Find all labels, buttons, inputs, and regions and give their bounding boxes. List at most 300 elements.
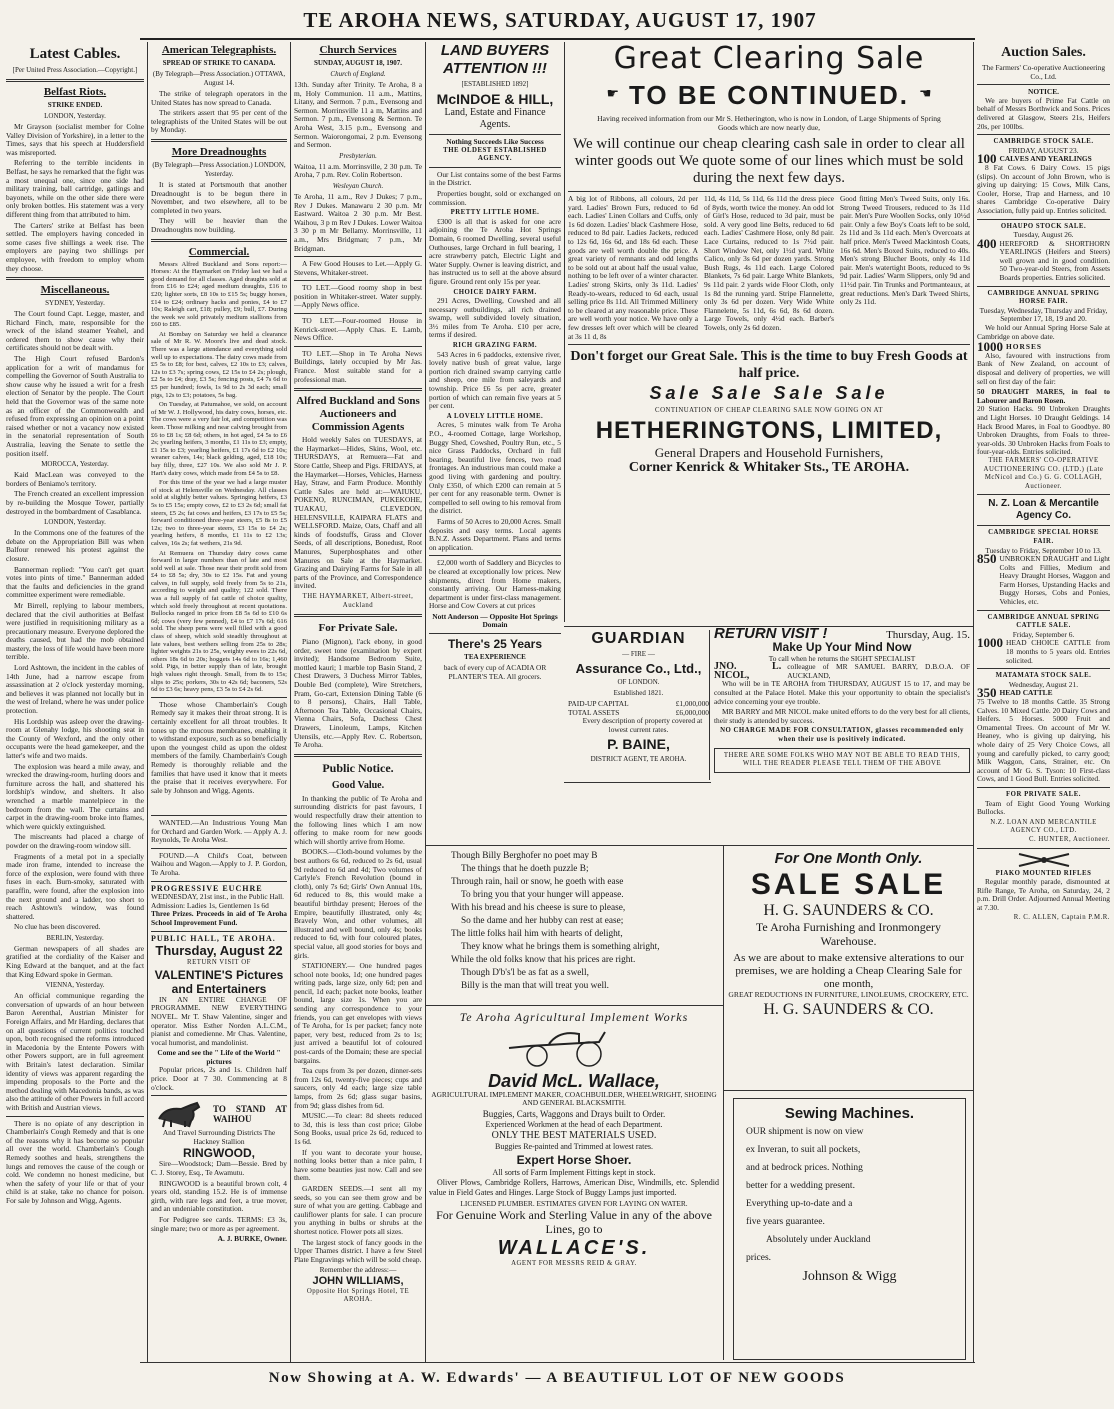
ad-text: Established 1821. [613, 689, 664, 697]
column-small-ads [151, 812, 287, 1360]
divider [977, 787, 1110, 788]
ad-text: GARDEN SEEDS.—I sent all my seeds, so you can see them grow and be sure of what you are getting. Cabbage and cauliflower plants for sale. I can procure you anything in bulbs or shrubs at the shortest notice. Flower pots all sizes. [294, 1183, 422, 1236]
ad-text: The largest stock of fancy goods in the Upper Thames district. I have a few Steel Plate Engravings which will be sold cheap. [294, 1237, 422, 1264]
ad-text: Our List contains some of the best Farms in the District. [429, 169, 561, 188]
ad-headline: Great Clearing Sale [613, 41, 925, 76]
poem-line: With his bread and his cheese is sure to please, [451, 903, 626, 913]
capital-value: £1,000,000 [675, 699, 709, 708]
column-rule [973, 42, 974, 1362]
divider [429, 167, 561, 168]
church-heading: Wesleyan Church. [332, 181, 384, 190]
column-church-notices [294, 42, 422, 1362]
footer-banner: Now Showing at A. W. Edwards' — A BEAUTIFUL LOT OF NEW GOODS [268, 1370, 846, 1386]
sale-date: Friday, September 6. [1012, 629, 1075, 639]
sale-title: OHAUPO STOCK SALE. [1000, 222, 1087, 230]
saunders-sale-ad [727, 850, 970, 1060]
poem-line: Though Billy Berghofer no poet may B [451, 851, 598, 861]
sale-count: 100 [977, 151, 997, 167]
ad-title: PUBLIC HALL, TE AROHA. [151, 933, 276, 943]
ad-address: Nott Anderson — Opposite Hot Springs Domain [432, 611, 558, 630]
article-paragraph: On Tuesday, at Patumahoe, we sold, on account of Mr W. J. Hollywood, his dairy cows, horses, etc. The cows were a very fair lot, and competition was keen. Those milking and near calving brought from £6 to £8 1s; £8 6d; others, in hot aged, £4 5s to £6 2s; yearling heifers, 3 months, £1 11s to £3; empty, £1 15s to £3; yearling heifers, £1 17s 6d to £2 10s; weaner calves, 14s; black gelding, aged, £18 10s; bay filly, three, £27 10s. We also sold Mr J. P. Hart's dairy cows, which made from £4 5s to £8. [151, 401, 287, 477]
crossed-rifles-icon [1014, 852, 1074, 868]
ad-text: For Genuine Work and Sterling Value in any of the above Lines, go to [436, 1208, 712, 1237]
article-paragraph: The explosion was heard a mile away, and wrecked the drawing-room, hurling doors and furniture across the hall, and shattered his lordship's window, and shelters. It also wrenched a marble mantelpiece in the bedroom from the wall. The curtains and carpet in the drawing-room broke into flames, which were quickly extinguished. [6, 761, 144, 831]
dateline: (By Telegraph—Press Association.) LONDON, Yesterday. [152, 160, 286, 178]
assets-label: TOTAL ASSETS [568, 707, 620, 717]
wallace-implement-works-ad [429, 1010, 719, 1360]
ad-text: back of every cup of ACADIA OR PLANTER'S TEA. All grocers. [443, 663, 547, 681]
column-rule [290, 42, 291, 1362]
divider [977, 494, 1110, 495]
poem-line: To bring you that your hunger will appease. [461, 890, 624, 900]
ad-text: Everything up-to-date and a [746, 1199, 853, 1209]
divider [294, 280, 422, 281]
ad-text: RINGWOOD is a beautiful brown colt, 4 years old, standing 15.2. He is of immense girth, with rare legs and feet, a true mover, and an undeniable constitution. [151, 1178, 287, 1214]
sale-count: 400 [977, 235, 997, 251]
listing-title: A LOVELY LITTLE HOME. [446, 412, 544, 420]
divider [151, 815, 287, 816]
ad-title: TO STAND AT WAIHOU [213, 1104, 287, 1125]
ad-date: Thursday, Aug. 15. [886, 629, 970, 641]
ad-text: Remember the address:— [319, 1265, 397, 1275]
ad-text: better for a wedding present. [746, 1181, 855, 1191]
church-heading: Presbyterian. [339, 151, 377, 160]
sale-date: Tuesday to Friday, September 10 to 13. [985, 545, 1102, 555]
buggy-illustration-icon [429, 1024, 719, 1068]
divider [6, 1116, 144, 1117]
sale-title: FOR PRIVATE SALE. [1006, 790, 1081, 798]
ad-text: five years guarantee. [746, 1217, 825, 1227]
ad-text: Who will be in TE AROHA from THURSDAY, AUGUST 15 to 17, and may be consulted at the Palace Hotel. Make this your opportunity to obtain the specialist's advice concerning your eye trouble. [714, 679, 970, 706]
ad-text: IN AN ENTIRE CHANGE OF PROGRAMME. NEW EVERYTHING NOVEL. Mr T. Shaw Valentine, singer and operator. Miss Esther Norden A.L.C.M., pianist and comedienne. Mr Chas. Valentine, vocal humorist, and mandolinist. [151, 994, 287, 1047]
divider [151, 931, 287, 932]
agent-name: P. BAINE, [607, 736, 670, 753]
berghofer-poem [429, 850, 719, 1000]
ad-text: TEA EXPERIENCE [464, 653, 526, 662]
ad-text: Oliver Plows, Cambridge Rollers, Harrows, American Disc, Windmills, etc. Splendid value in Field Gates and Hinges. Large Stock of Buggy Lamps just imported. [429, 1177, 719, 1197]
ad-text: Come and see the " Life of the World " pictures [157, 1048, 281, 1066]
ad-address: Opposite Hot Springs Hotel, TE AROHA. [306, 1287, 410, 1304]
dateline: BERLIN, Yesterday. [46, 933, 104, 942]
ad-signature: THE FARMERS' CO-OPERATIVE AUCTIONEERING CO. (LTD.) (Late McNicol and Co.) G. G. COLLAGH, Auctioneer. [983, 456, 1104, 490]
ad-headline: LAND BUYERS ATTENTION !!! [440, 42, 550, 77]
article-paragraph: Lord Ashtown, the incident in the cables of 14th June, had a narrow escape from assassination at 2 o'clock yesterday morning, and believes it was planned not locally but in the west of Ireland, where he was under police protection. [6, 663, 144, 716]
article-paragraph: Referring to the terrible incidents in Belfast, he says he remarked that the fight was a most unequal one, since one side had military training, ball cartridge, gatlings and bayonets, while on the other side there were only broken bottles. His statement was a very different thing from that attributed to him. [6, 158, 144, 219]
ad-subheadline: Make Up Your Mind Now [772, 639, 912, 654]
dateline: LONDON, Yesterday. [44, 518, 106, 527]
sale-title: CAMBRIDGE ANNUAL SPRING HORSE FAIR. [987, 289, 1100, 306]
classified-ad: WANTED.—An Industrious Young Man for Orchard and Garden Work. — Apply A. J. Reynolds, Te Aroha West. [151, 818, 287, 845]
divider [151, 697, 287, 698]
divider [151, 848, 287, 849]
ad-subheadline: Expert Horse Shoer. [516, 1152, 632, 1167]
company-name: David McL. Wallace, [488, 1070, 660, 1091]
column-cables [6, 42, 144, 1362]
ad-text: In thanking the public of Te Aroha and surrounding districts for past favours, I would respectfully draw their attention to the following lines which I am now offering to make room for new goods which will shortly arrive from Home. [294, 793, 422, 846]
listing-text: Farms of 50 Acres to 20,000 Acres. Small deposits and easy terms. Local agents B.N.Z. Assets Department. Plans and terms on application. [429, 516, 561, 552]
company-desc: General Drapers and Household Furnishers, [654, 445, 884, 461]
sale-text: 50 DRAUGHT MARES, in foal to Labourer and Baron Rosen. [977, 387, 1110, 405]
sewing-machines-ad [733, 1098, 966, 1360]
ad-headline: Te Aroha Agricultural Implement Works [459, 1010, 689, 1024]
advertisement-text: Those whose Chamberlain's Cough Remedy say it makes their throat strong. It is certainly excellent for all throat troubles. It tones up the mucous membranes, enabling it to withstand exposure, such as so beneficially upon the youngest child as upon the oldest members of the family. Chamberlain's Cough Remedy is thoroughly reliable and the families that have used it know that it meets the praise that it receives everywhere. For sale by Johnson and Wigg, Agents. [151, 699, 287, 795]
article-paragraph: Messrs Alfred Buckland and Sons report:—Horses: At the Haymarket on Friday last we had a good demand for all classes. Aged draughts sold at from £16 to £24; aged medium draughts, £16 to £20; lighter sorts, £8 10s to £15 5s; buggy horses, £14 to £24; ordinary hacks and ponies, £4 to £7 10s; Raleigh cart, £18; pulley, £9; bull, £7. During the week we sold privately medium stallions from £60 to £85. [151, 260, 287, 329]
ad-signature: Johnson & Wigg [802, 1269, 897, 1284]
pointing-hand-icon: ☛ [606, 86, 619, 102]
company-desc: Te Aroha Furnishing and Ironmongery Warehouse. [755, 920, 942, 948]
sale-count: 1000 [977, 635, 1003, 651]
classified-ad: FOUND.—A Child's Coat, between Waihou and Wagon.—Apply to J. P. Gordon, Te Aroha. [151, 850, 287, 877]
divider [564, 782, 711, 783]
article-paragraph: The Carters' strike at Belfast has been settled. The employers having conceded in some cases five shillings a week rise. The employers are paying two shillings per employee, with freedom to employ whom they choose. [6, 220, 144, 273]
poem-line: The things that he doeth puzzle B; [461, 864, 589, 874]
ad-text: prices. [746, 1253, 772, 1263]
notice-text: We are buyers of Prime Fat Cattle on behalf of Messrs Borthwick and Sons. Prices delivered at Glasgow, Steers 21s, Heifers 20s, per 100lbs. [977, 95, 1110, 131]
article-paragraph: Bannerman replied: "You can't get quart votes into pints of time." Bannerman added that the faults and deficiencies in the grand committee experiment were remediable. [6, 564, 144, 600]
sale-text: Also, favoured with instructions from Bank of New Zealand, on account of disposal and delivery of properties, we will sell on first day of the fair: [977, 350, 1110, 386]
ad-text: Tea cups from 3s per dozen, dinner-sets from 12s 6d, twenty-five pieces; cups and saucers, only 4d each; large size table lamps, from 2s 6d; glass sugar basins, from 9d; glass dishes from 6d. [294, 1066, 422, 1110]
ad-subheadline: Good Value. [331, 779, 385, 791]
divider [294, 256, 422, 257]
ad-text: [ESTABLISHED 1892] [461, 80, 529, 88]
ad-text: STATIONERY.— One hundred pages school note books, 1d; one hundred pages writing pads, large size, only 6d; pen and pencil, 1d each; packet note books, leather bound, large size 1s. When you are sending any correspondence to your friends, you can get envelopes with views of Te Aroha, for 1s per packet; fancy note paper, very best, reduced from 2s to 1s; just arrived a beautiful lot of coloured post-cards of the Domain; these are special bargains. [294, 961, 422, 1065]
poem-line: Through rain, hail or snow, he goeth with ease [451, 877, 624, 887]
divider [429, 134, 561, 135]
ad-text: and at bedrock prices. Nothing [746, 1163, 863, 1173]
sale-heading: HORSES [1006, 342, 1042, 352]
divider [294, 614, 422, 617]
ad-lead: We will continue our cheap clearing cash sale in order to clear all winter goods out We quote some of our lines which must be sold during the next few days. [573, 136, 965, 186]
price-list: 11d, 4s 11d, 5s 11d, 6s 11d the dress piece of 8yds, worth twice the money. An odd lot of Girl's Hose, reduced to 3d pair, must be sold. A very good line Belts, reduced to 6d each. Ladies' Cashmere Hose, only 8d pair. Lace Curtains, reduced to 1s 7½d pair. Short Window Net, only 1½d yard. White Calico, only 3s 6d per dozen yards. Strong Bush Rugs, 4s 11d each. Large Colored Blankets, 7s 6d pair. Large White Blankets, 9s 11d pair. 2 yards wide Floor Cloth, only 1s 8d the running yard. Stripe Flannelette, only 3s 6d per dozen. Very Wide White Flannelette, 5s 11d, 6s 6d, 8s 6d dozen. Large Towels, only 4½d each. Barber's Towels, only 2s 6d dozen. [704, 194, 834, 332]
divider [977, 848, 1110, 849]
article-paragraph: They will be heavier than the Dreadnoughts now building. [151, 216, 287, 234]
divider [977, 286, 1110, 287]
ad-headline: Sewing Machines. [784, 1105, 915, 1122]
ad-text: colleague of MR SAMUEL BARRY, D.B.O.A. OF AUCKLAND, [787, 662, 970, 680]
article-paragraph: In the Commons one of the features of the debate on the Appropriation Bill was when Balfour renewed his protest against the closure. [6, 528, 144, 563]
sale-text: Regular monthly parade, dismounted at Rifle Range, Te Aroha, on Saturday, 24, 2 p.m. Drill Order. Adjourned Annual Meeting at 7.30. [977, 877, 1110, 912]
column-land-agents [429, 42, 561, 681]
ad-signature: A. J. BURKE, Owner. [217, 1234, 287, 1244]
sale-text: 20 Station Hacks. 90 Unbroken Draughts and Light Horses. 10 Draught Geldings. 14 Hack Brood Mares, in Foal to Goodbye. 80 Unbroken Draughts, from Foals to three-year-olds. 30 Unbroken Hacks from Foals to four-year-olds. Entries solicited. [977, 404, 1110, 457]
column-rule [147, 42, 148, 1362]
agent-role: DISTRICT AGENT, TE AROHA. [590, 755, 687, 764]
ad-text: LICENSED PLUMBER. ESTIMATES GIVEN FOR LAYING ON WATER. [460, 1198, 688, 1208]
ad-text: ONLY THE BEST MATERIALS USED. [491, 1129, 657, 1141]
sale-title: PIAKO MOUNTED RIFLES [995, 869, 1092, 877]
article-paragraph: At Remuera on Thursday dairy cows came forward in larger numbers than of late and most sold well at sale. Those near their profit sold from £4 to £8 5s; dry, 30s to £2 15s. Fat and young calves, in full supply, sold freely from 5s to 21s, according to weight and quality; 122 sold. There was a full supply of fat cattle of choice quality, which sold freely throughout at recent quotations. Bullocks ranged in price from £8 5s 6d to £10 6s 6d; cows (very few penned), £4 to £7 17s 6d; 616 sold. The sheep pens were well filled with a good class of sheep, which sold steadily throughout at late values, best wethers selling from 25s to 28s; lighter weights 21s to 25s, weighty ewes to 22s 6d, others 18s 6d to 20s; hoggets 14s 6d to 16s; 1,460 sold. Pigs, in better supply than of late, brought high values right through. Small, from 8s to 15s; slips to 25s; porkers, 30s to 42s 6d; baconers, 52s 6d to £3 6s; heavy pens, £3 5s to £4 2s 6d. [151, 549, 287, 694]
ad-text: Hold weekly Sales on TUESDAYS, at the Haymarket—Hides, Skins, Wool, etc. THURSDAYS, at Remuera—Fat and Store Cattle, Sheep and Pigs. FRIDAYS, at the Haymarket—Horses, Vehicles, Harness Hay, Straw, and Farm Produce. Monthly Cattle Sales are held at:—WAIUKU, POKENO, RUNCIMAN, PUKEKOHE, TUAKAU, CLEVEDON, HELENSVILLE, KAIPARA FLATS and WELLSFORD. Maize, Oats, Chaff and all kinds of foodstuffs, Grass and Clover Seeds, of all descriptions, Bonedust, Root Manures, Superphosphates and other Manures on Sale at the Haymarket. Grazing and Dairying Farms for Sale in all parts of the Province, and Correspondence invited. [294, 435, 422, 591]
company-name: HETHERINGTONS, LIMITED, [595, 417, 943, 445]
sale-title: CAMBRIDGE STOCK SALE. [993, 138, 1094, 146]
ad-date: Thursday, August 22 [155, 943, 283, 959]
ad-headline: McINDOE & HILL, [436, 91, 554, 107]
article-paragraph: His Lordship was asleep over the drawing-room at Glenahy lodge, his shooting seat in the County of Wexford, and the only other occupants were the head gamekeeper, and the latter's wife and two maids. [6, 716, 144, 760]
poem-line: While the old folks know that his prices are right. [451, 955, 636, 965]
article-title: Commercial. [188, 245, 250, 258]
divider [977, 84, 1110, 85]
poem-line: Billy is the man that will treat you well. [461, 981, 609, 991]
article-title: More Dreadnoughts [171, 145, 267, 158]
sale-text: 8 Fat Cows. 6 Dairy Cows. 15 pigs (slips). On account of John Brown, who is giving up dairying: 15 Cows, Milk Cans, Cooler, Horse, Trap and Harness, and 10 shares Cambridge Co-operative Dairy Association, fully paid up. Entries solicited. [977, 162, 1110, 215]
ad-headline: There's 25 Years [447, 637, 543, 652]
divider [977, 134, 1110, 135]
specialist-name: JNO. L. NICOL, [714, 661, 782, 681]
ad-text: OF LONDON. [617, 678, 660, 686]
ad-text: Buggies Re-painted and Trimmed at lowest rates. [495, 1141, 653, 1151]
dateline: LONDON, Yesterday. [44, 112, 106, 120]
divider [294, 754, 422, 757]
article-paragraph: The strikers assert that 95 per cent of the telegraphists of the United States will be out by Monday. [151, 108, 287, 135]
ad-signature: R. C. ALLEN, Captain P.M.R. [1013, 914, 1110, 922]
horse-illustration-icon [151, 1099, 209, 1129]
article-paragraph: An official communique regarding the conversation of upwards of an hour between Baron Aerenthal, Austrian Minister for Foreign Affairs, and Mr Harding, declares that on all questions of current politics touched upon, both recognised the reforms introduced in Macedonia by the Entente Powers with other Powers support, are in full agreement with Britain's latest declaration. Similar identity of views was apparent regarding the impending proposals to the Porte and the method dealing with Macedonia bands, as was also the attitude of other Powers in full accord with British and Austrian views. [6, 991, 144, 1112]
ad-text: Experienced Workmen at the head of each Department. [485, 1119, 663, 1129]
divider [723, 1090, 973, 1091]
article-subtitle: STRIKE ENDED. [47, 101, 103, 109]
ad-text: Three Prizes. Proceeds in aid of Te Aroha School Improvement Fund. [151, 909, 287, 927]
divider [568, 191, 970, 192]
column-auction-sales [977, 42, 1110, 1362]
dateline: (By Telegraph—Press Association.) OTTAWA, August 14. [152, 70, 286, 87]
divider [294, 313, 422, 314]
article-subtitle: SUNDAY, AUGUST 18, 1907. [313, 59, 403, 67]
sale-text: UNBROKEN DRAUGHT and Light Colts and Fillies, Medium and Heavy Draught Horses, Waggon and Farm Horses, Upstanding Hacks and Buggy Horses, Cobs and Ponies, Vehicles, etc. [999, 554, 1110, 607]
article-paragraph: The High Court refused Bardon's application for a writ of mandamus for compelling the Governor of South Australia to show cause why he issued a writ for a fresh election of Senator by the people. The Court held that the Governor was of the same note as an officer of the Commonwealth and refused from expressing an opinion on a point raised whether or not a vacancy now existed in the senatorial representation of South Australia, leaving the Senate to settle the position itself. [6, 354, 144, 458]
divider [151, 139, 287, 142]
ad-text: BOOKS.—Cloth-bound volumes by the best authors 6s 6d, reduced to 2s 6d, usual 9d reduced to 6d and 4d; Two volumes of Carlyle's French Revolution (bound in cloth), only 7s 6d; Girls' Own Annual 10s, 6d reduced to 8s, this would make a beautiful birthday present; Heroes of the Empire, beautifully illustrated, only 4s; Bravely Won, and other volumes, all illustrated and well bound, only 4s; books reduced to 6d, with four coloured plates, special value, all good stories for boys and girls. [294, 847, 422, 960]
sale-date: FRIDAY, AUGUST 23. [1008, 145, 1079, 155]
article-title: American Telegraphists. [161, 44, 277, 56]
sale-text: 75 Twelve to 18 months Cattle. 35 Strong Calves. 10 Mixed Cattle. 20 Dairy Cows and Heifers. 5 Horses. 5000 Fruit and Ornamental Trees. On account of Mr W. Heaney, who is giving up dairying, his whole dairy of 25 Very Choice Cows, all young and carefully picked, to carry good; Milk Waggon, Cans, Strainer, etc. On account of Mr G. S. Tyson: 10 First-class Cows, and 1 Good Bull. Entries solicited. [977, 697, 1110, 784]
ad-text: WEDNESDAY, 21st inst., in the Public Hall. [151, 892, 285, 902]
column-rule [564, 42, 565, 622]
divider [568, 344, 970, 345]
article-paragraph: The miscreants had placed a charge of powder on the drawing-room window sill. [6, 832, 144, 850]
notice-box: THERE ARE SOME FOLKS WHO MAY NOT BE ABLE TO READ THIS, WILL THE READER PLEASE TELL THEM OF THE ABOVE [714, 748, 970, 773]
divider [151, 1095, 287, 1096]
classified-ad: TO LET.—Shop in Te Aroha News Buildings, lately occupied by Mr Jas. France. Most suitable stand for a professional man. [294, 348, 422, 384]
listing-title: PRETTY LITTLE HOME. [450, 209, 540, 217]
ad-text: £2,000 worth of Saddlery and Bicycles to be cleared at exceptionally low prices. New shipments, direct from Home makers, constantly arriving. Our Harness-making department is under first-class management. Horse and Cow Covers at cut prices [429, 558, 561, 611]
ad-text: MR BARRY and MR NICOL make united efforts to do the very best for all clients, their study is attended by success. [714, 707, 970, 725]
article-paragraph: It is stated at Portsmouth that another Dreadnought is to be begun there in November, and two elsewhere, all to be completed in two years. [151, 179, 287, 215]
ad-text: ex Inveran, to suit all pockets, [746, 1145, 861, 1155]
bottom-rule [140, 1362, 975, 1363]
ad-signature: JOHN WILLIAMS, [312, 1274, 404, 1287]
divider [151, 881, 287, 882]
ad-text: MUSIC.—To clear: 8d sheets reduced to 3d, this is less than cost price; Globe Song Books, usual price 2s 6d, reduced to 1s 6d. [294, 1111, 422, 1146]
section-header: Latest Cables. [29, 46, 121, 62]
divider [429, 555, 561, 556]
divider [977, 668, 1110, 669]
classified-ad: TO LET.—Good roomy shop in best position in Whitaker-street. Water supply.—Apply News office. [294, 283, 422, 310]
ad-text: Buggies, Carts, Waggons and Drays built to Order. [482, 1108, 666, 1119]
ad-text: Popular prices, 2s and 1s. Children half price. Door at 7 30. Commencing at 8 o'clock. [151, 1065, 287, 1092]
ad-text: Every description of property covered at lowest current rates. [582, 716, 703, 734]
ad-headline: RINGWOOD, [183, 1146, 255, 1161]
ad-text: Nothing Succeeds Like Success [446, 137, 544, 146]
divider [294, 388, 422, 391]
ad-text: CONTINUATION OF CHEAP CLEARING SALE NOW GOING ON AT [655, 407, 883, 415]
ad-banner: SALE SALE [750, 868, 947, 901]
column-rule [723, 845, 724, 1360]
divider [6, 277, 144, 280]
sale-text: HEREFORD & SHORTHORN YEARLINGS (Heifers and Steers) well grown and in good condition. 50 Two-year-old Steers, from Assets Boards properties. Entries solicited. [999, 238, 1110, 283]
listing-title: CHOICE DAIRY FARM. [453, 288, 537, 296]
article-paragraph: Mr Grayson (socialist member for Colne Valley Division of Yorkshire), in a letter to the Times, says that his speech at Huddersfield was misreported. [6, 122, 144, 157]
ad-text: THE OLDEST ESTABLISHED AGENCY. [443, 146, 547, 163]
listing-text: 543 Acres in 6 paddocks, extensive river, lovely native bush of great value, large portion rich drained swamp carrying cattle and sheep, one mile from saleyards and township. Price £6 5s per acre, greater portion of which can remain five years at 5 per cent. [429, 349, 561, 411]
article-paragraph: The strike of telegraph operators in the United States has now spread to Canada. [151, 89, 287, 107]
article-paragraph: No clue has been discovered. [14, 922, 101, 932]
ad-text: Admission: Ladies 1s, Gentlemen 1s 6d [151, 900, 269, 910]
ad-text: RETURN VISIT OF [187, 959, 251, 967]
notice-title: NOTICE. [1027, 87, 1059, 97]
listing-text: £300 is all that is asked for one acre adjoining the Te Aroha Hot Springs Domain, 6 roomed Dwelling, several useful Outhouses, large Orchard in full bearing, 1 acre strawberry patch, Electric Light and Water Supply. Owner is leaving district, and has instructed us to sell at the above absurd figure. Ground rent only 15s per year. [429, 216, 561, 286]
church-text: Te Aroha, 11 a.m., Rev J Dukes; 7 p.m., Rev J Dukes. Manawaru 2 30 p.m. Mr Eastward. Waitoa 2 30 p.m. Mr Best. Waihou, 3 p m Rev J Dukes. Lower Waitoa 3 30 p m Mr Bellamy. Morrinsville, 11 a.m., Mrs Bridgman; 7 p.m., Mr Bridgman. [294, 191, 422, 253]
ad-text: Properties bought, sold or exchanged on commission. [429, 188, 561, 207]
divider [294, 346, 422, 347]
ad-text: — FIRE — [622, 650, 655, 658]
ad-signature: C. HUNTER, Auctioneer. [1028, 835, 1110, 843]
poem-line: Though D'b's'l be as fat as a swell, [461, 968, 589, 978]
masthead-rule [140, 38, 975, 40]
ad-subheadline: TO BE CONTINUED. [629, 80, 909, 110]
ad-lead: Don't forget our Great Sale. This is the time to buy Fresh Goods at half price. [570, 349, 968, 382]
sale-title: CAMBRIDGE SPECIAL HORSE FAIR. [988, 529, 1099, 545]
auctioneer-name: N. Z. Loan & Mercantile Agency Co. [988, 498, 1099, 522]
article-title: Belfast Riots. [43, 86, 107, 98]
sale-title: CAMBRIDGE ANNUAL SPRING CATTLE SALE. [987, 613, 1100, 630]
church-heading: Church of England. [330, 70, 386, 78]
ad-text: Sire—Woodstock; Dam—Bessie. Bred by C. J. Storey, Esq., Te Awamutu. [151, 1159, 287, 1178]
church-text: 13th. Sunday after Trinity. Te Aroha, 8 a m, Holy Communion. 11 a.m., Mattins, Litany, and Sermon. 7 p.m., Evensong and Sermon. Morrinsville 11 a m, Mattins and Sermon. 7 p.m., Evensong & Sermon. Te Aroha West, 3.15 p.m., Evensong and Sermon. Waiorongomai, 2 p.m. Evensong and Sermon. [294, 80, 422, 150]
ad-title: PROGRESSIVE EUCHRE [151, 883, 263, 893]
dateline: MOROCCA, Yesterday. [41, 460, 109, 469]
article-title: Miscellaneous. [40, 284, 110, 297]
article-paragraph: The French created an excellent impression by re-building the Mosque Tower, partially destroyed in the bombardment of Casablanca. [6, 489, 144, 516]
sale-text: HEAD CHOICE CATTLE from 18 months to 5 years old. Entries solicited. [1006, 638, 1110, 665]
sale-heading: CALVES AND YEARLINGS [999, 154, 1092, 164]
column-rule [425, 42, 426, 1362]
article-subtitle: SPREAD OF STRIKE TO CANADA. [162, 59, 276, 67]
article-paragraph: The Court found Capt. Legge, master, and Richard Finch, mate, responsible for the wreck of the island steamer Yeahel, and ordered them to show cause why their certificates should not be dealt with. [6, 309, 144, 353]
listing-text: Acres, 5 minutes walk from Te Aroha P.O., 4-roomed Cottage, large Workshop, Buggy Shed, Cowshed, Poultry Run, etc., 5 nice Grass Paddocks, Orchard in full bearing, beautiful live fences, two road frontages. An industrious man could make a good living with gardening and poultry. Only £350, of which £200 can remain at 5 per cent for any reasonable term. Owner is compelled to sell owing to his removal from the district. [429, 420, 561, 516]
divider [429, 633, 561, 634]
ad-text: And Travel Surrounding Districts The Hackney Stallion [162, 1128, 276, 1146]
clearing-sale-ad [568, 42, 970, 597]
company-name: GUARDIAN [591, 630, 686, 647]
copyright-note: [Per United Press Association.—Copyright.] [12, 66, 138, 74]
article-paragraph: For this time of the year we had a large muster of stock at Helensville on Wednesday. All classes sold at slightly better values. Springing heifers, £3 5s to £5 15s; empty cows, £2 to £3 2s 6d; small fat steers, £5 2s; fat cows and heifers, £3 17s to £5 5s; forward conditioned three-year steers, £5 8s to £5 12s; two to three-year steers, £3 15s to £4 2s; yearling heifers, 8 months, £1 11s to £2 13s; calves, 16s 2s; fat wethers, 21s 9d. [151, 479, 287, 547]
price-list: A big lot of Ribbons, all colours, 2d per yard. Ladies' Brown Furs, reduced to 6d each. Ladies' Linen Collars and Cuffs, only 1s 6d dozen. Ladies' black Cashmere Hose, reduced to 8d pair. Ladies Jackets, reduced to 12s 6d, 16s 6d, and 18s 6d each. These goods are well worth double the price. A great variety of remnants and odd lengths to be sold out at about half the usual value, nothing to be left over of a winter character. Ladies' strong Skirts, only 3s 11d. Ladies' Ready-to-wears, reduced to 6d each, usual selling price 8s 11d. All Trimmed Millinery to be cleared at any reasonable price. These are well worth your notice. We have only a few dresses left over which will be cleared at 3s 11 d, 8s [568, 194, 698, 341]
poem-line: They know what he brings them is something alright, [461, 942, 660, 952]
sale-title: MATAMATA STOCK SALE. [995, 672, 1092, 680]
church-text: Waitoa, 11 a.m. Morrinsville, 2 30 p.m. Te Aroha, 7 p.m. Rev. Colin Robertson. [294, 161, 422, 180]
company-name: H. G. SAUNDERS & CO. [763, 1000, 934, 1018]
article-title: Church Services [319, 44, 397, 56]
ad-text: AGRICULTURAL IMPLEMENT MAKER, COACHBUILDER, WHEELWRIGHT, SHOEING AND GENERAL BLACKSMITH. [431, 1089, 717, 1108]
divider [977, 610, 1110, 611]
classified-ad: TO LET.—Four-roomed House in Kenrick-street.—Apply Chas. E. Lamb, News Office. [294, 316, 422, 343]
poem-line: The little folks hail him with hearts of delight, [451, 929, 623, 939]
ad-text: If you want to decorate your house, nothing looks better than a nice palm, I have some beauties just now. Call and see them. [294, 1147, 422, 1183]
listing-text: 291 Acres, Dwelling, Cowshed and all necessary outbuildings, all rich drained swamp, well subdivided lovely situation, 3½ miles from Te Aroha. £10 per acre, terms if desired. [429, 296, 561, 340]
ad-headline: RETURN VISIT ! [714, 625, 828, 642]
divider [425, 1005, 723, 1006]
company-address: Corner Kenrick & Whitaker Sts., TE AROHA. [628, 460, 910, 476]
sale-count: 1000 [977, 339, 1003, 355]
ad-text: Absolutely under Auckland [766, 1235, 871, 1245]
sale-count: 350 [977, 685, 997, 701]
price-list: Good fitting Men's Tweed Suits, only 16s. Strong Tweed Trousers, reduced to 3s 11d pair. Men's Pure Woollen Socks, only 10½d pair. Only a few Boy's Coats left to be sold, 2s 11d and 3s 11d each. Men's Overcoats at half price. Men's Tweed Mackintosh Coats, 16s 6d. Men's Boxed Suits, reduced to 40s. Men's strong Blucher Boots, only 4s 11d pair. Men's watertight Boots, reduced to 9s 9d pair. Ladies' Warm Slippers, only 9d and 11½d pair. Tin Trunks and Portmanteaux, at great reductions. Men's Dark Tweed Shirts, only 2s 11d. [840, 194, 970, 307]
ad-text: Having received information from our Mr S. Hetherington, who is now in London, of Large Shipments of Spring Goods which are now nearly due, [597, 114, 941, 132]
article-paragraph: Kaid MacLean was conveyed to the borders of Beniamo's territory. [6, 470, 144, 488]
auctioneer-name: The Farmers' Co-operative Auctioneering Co., Ltd. [981, 63, 1106, 81]
guardian-insurance-ad [568, 630, 710, 780]
divider [977, 219, 1110, 220]
sale-text: Team of Eight Good Young Working Bullocks. [977, 798, 1110, 817]
company-name: H. G. SAUNDERS & CO. [763, 902, 934, 919]
article-paragraph: German newspapers of all shades are gratified at the cordiality of the Kaiser and King Edward at the banquet, and at the fact that King Edward spoke in German. [6, 943, 144, 979]
company-name: WALLACE'S. [497, 1237, 651, 1260]
ad-text: For Pedigree see cards. TERMS: £3 3s, single mare; two or more as per agreement. [151, 1215, 287, 1233]
article-paragraph: At Bombay on Saturday we held a clearance sale of Mr R. W. Moore's live and dead stock. There was a large attendance and everything sold well up to expectations. The dairy cows made from £5 5s to £8; for best, calves, £2 10s to £3; calves, 12s to £3 7s; spring cows, £2 15s to £4 2s; plough, £2 5s to £4; dray, £3 5s; fencing posts, £4 7s 6d to £5 per hundred; fowls, 1s 9d to 2s 3d each; small pigs, 12s to £3; potatoes, 5s bag. [151, 330, 287, 399]
sale-count: 850 [977, 551, 997, 567]
sale-text: We hold our Annual Spring Horse Sale at Cambridge on above date. [977, 323, 1110, 341]
classified-ad: A Few Good Houses to Let.—Apply G. Stevens, Whitaker-street. [294, 259, 422, 277]
listing-title: RICH GRAZING FARM. [452, 342, 538, 350]
divider [151, 239, 287, 242]
ad-headline: Public Notice. [322, 760, 394, 775]
ad-text: NO CHARGE MADE FOR CONSULTATION, glasses recommended only when their use is positively indicated. [720, 727, 964, 743]
sale-date: Tuesday, Wednesday, Thursday and Friday, September 17, 18, 19 and 20. [979, 305, 1108, 324]
sale-date: Tuesday, August 26. [1013, 230, 1074, 240]
sale-date: Wednesday, August 21. [1008, 679, 1079, 689]
divider [977, 525, 1110, 526]
divider [425, 845, 973, 846]
ad-text: As we are about to make extensive alterations to our premises, we are holding a Cheap Clearing Sale for one month, [733, 952, 964, 990]
ad-text: Piano (Mignon), l'ack ebony, in good order, sweet tone (examination by expert invited); Handsome Bedroom Suite, mottled kauri; 1 marble top Basin Stand, 2 Chest Drawers, 3 Duchess Mirror Tables, Double Bed (complete), Wire Stretchers, Pram, Go-cart, Extension Dining Table (6 to 8 persons), Chairs, Hall Table, Afternoon Tea Table, Occasional Chairs, Vienna Chairs, Sofa, Duchess Chest Drawers, Linoleum, Lamps, Kitchen Utensils, etc.—Apply Rev. C. Robertson, Te Aroha. [294, 637, 422, 750]
ad-banner: Sale Sale Sale Sale [649, 383, 889, 404]
article-paragraph: Mr Birrell, replying to labour members, declared that the civil authorities at Belfast were justified in requisitioning military as a precautionary measure. Everyone deplored the deaths caused, but had the mob obtained mastery, the loss of life would have been more terrible. [6, 600, 144, 662]
masthead-title: TE AROHA NEWS, SATURDAY, AUGUST 17, 1907 [303, 8, 817, 32]
poem-line: So the dame and her hubby can rest at ease; [461, 916, 624, 926]
section-header: Auction Sales. [1001, 45, 1086, 60]
article-paragraph: Fragments of a metal pot in a specially made iron frame, intended to increase the force of the explosion, were found with three fuses in each. Burn-smoky, saturated with paraffin, were found, after the explosion into the next ground and a ladder, too short to reach Ashtown's window, was found shattered. [6, 851, 144, 921]
advertisement-text: There is no opiate of any description in Chamberlain's Cough Remedy and that is one of the reasons why it has become so popular all over the world. Chamberlain's Cough Remedy soothes and heals, strengthens the lungs and removes the cause of the cough or cold. We condemn no honest medicine, but when the safety of your life or that of your child is at stake, take no chance for poison. For sale by Johnson and Wigg, Agents. [6, 1118, 144, 1205]
assets-value: £6,000,000 [675, 707, 709, 717]
dateline: VIENNA, Yesterday. [45, 981, 105, 990]
dateline: SYDNEY, Yesterday. [45, 299, 105, 308]
ad-signature: THE HAYMARKET, Albert-street, Auckland [302, 592, 414, 609]
ad-text: AGENT FOR MESSRS REID & GRAY. [511, 1260, 637, 1268]
ad-subheadline: Land, Estate and Finance Agents. [444, 107, 546, 130]
sight-specialist-ad [714, 625, 970, 845]
ad-headline: For One Month Only. [774, 850, 923, 867]
ad-text: To call when he returns the SIGHT SPECIALIST [768, 653, 916, 663]
ad-headline: For Private Sale. [318, 622, 398, 635]
divider [6, 79, 144, 82]
capital-label: PAID-UP CAPITAL [568, 699, 629, 708]
auctioneer-name: N.Z. LOAN AND MERCANTILE AGENCY CO., LTD. [990, 818, 1097, 835]
ad-headline: VALENTINE'S Pictures and Entertainers [154, 967, 284, 996]
pointing-hand-icon: ☚ [918, 86, 932, 102]
company-name: Assurance Co., Ltd., [575, 661, 702, 676]
ad-text: All sorts of Farm Implement Fittings kept in stock. [492, 1167, 656, 1177]
ad-text: GREAT REDUCTIONS IN FURNITURE, LINOLEUMS, CROCKERY, ETC. [728, 990, 969, 999]
